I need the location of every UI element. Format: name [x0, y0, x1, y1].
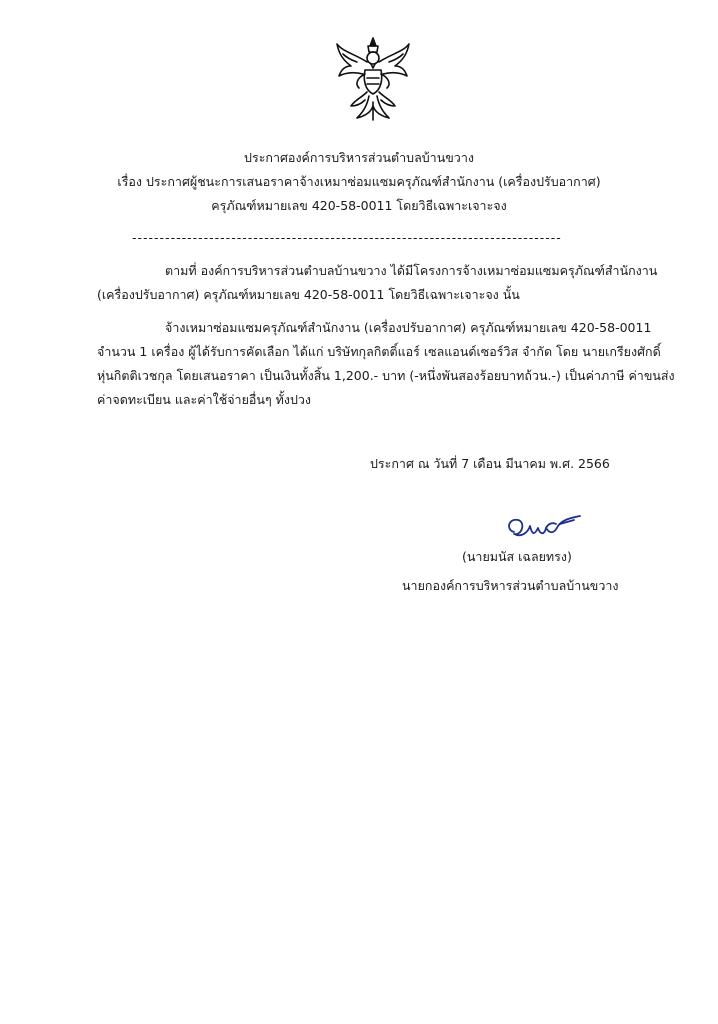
paragraph-2-line-1: จ้างเหมาซ่อมแซมครุภัณฑ์สำนักงาน (เครื่องปรับอากาศ) ครุภัณฑ์หมายเลข 420-58-0011 [165, 320, 652, 335]
announcement-date: ประกาศ ณ วันที่ 7 เดือน มีนาคม พ.ศ. 2566 [370, 456, 610, 471]
paragraph-1-line-1: ตามที่ องค์การบริหารส่วนตำบลบ้านขวาง ได้มีโครงการจ้างเหมาซ่อมแซมครุภัณฑ์สำนักงาน [165, 263, 658, 278]
signatory-position: นายกองค์การบริหารส่วนตำบลบ้านขวาง [402, 578, 619, 593]
announcement-reference: ครุภัณฑ์หมายเลข 420-58-0011 โดยวิธีเฉพาะเจาะจง [211, 198, 507, 213]
paragraph-2-line-4: ค่าจดทะเบียน และค่าใช้จ่ายอื่นๆ ทั้งปวง [97, 392, 312, 407]
announcement-title: ประกาศองค์การบริหารส่วนตำบลบ้านขวาง [244, 150, 474, 165]
divider-line: ------------------------------------------------------------------------------ [132, 230, 562, 245]
announcement-subject: เรื่อง ประกาศผู้ชนะการเสนอราคาจ้างเหมาซ่อมแซมครุภัณฑ์สำนักงาน (เครื่องปรับอากาศ) [117, 174, 601, 189]
paragraph-2-line-3: หุ่นกิตติเวชกุล โดยเสนอราคา เป็นเงินทั้งสิ้น 1,200.- บาท (-หนึ่งพันสองร้อยบาทถ้วน.-) เป็นค่าภาษี ค่าขนส่ง [97, 368, 675, 383]
garuda-emblem-icon [333, 36, 413, 122]
signatory-name: (นายมนัส เฉลยทรง) [462, 549, 572, 564]
paragraph-2-line-2: จำนวน 1 เครื่อง ผู้ได้รับการคัดเลือก ได้แก่ บริษัทกุลกิตติ์แอร์ เซลแอนด์เซอร์วิส จำกัด โดย นายเกรียงศักดิ์ [97, 344, 661, 359]
paragraph-1-line-2: (เครื่องปรับอากาศ) ครุภัณฑ์หมายเลข 420-58-0011 โดยวิธีเฉพาะเจาะจง นั้น [97, 287, 520, 302]
handwritten-signature [500, 510, 584, 546]
